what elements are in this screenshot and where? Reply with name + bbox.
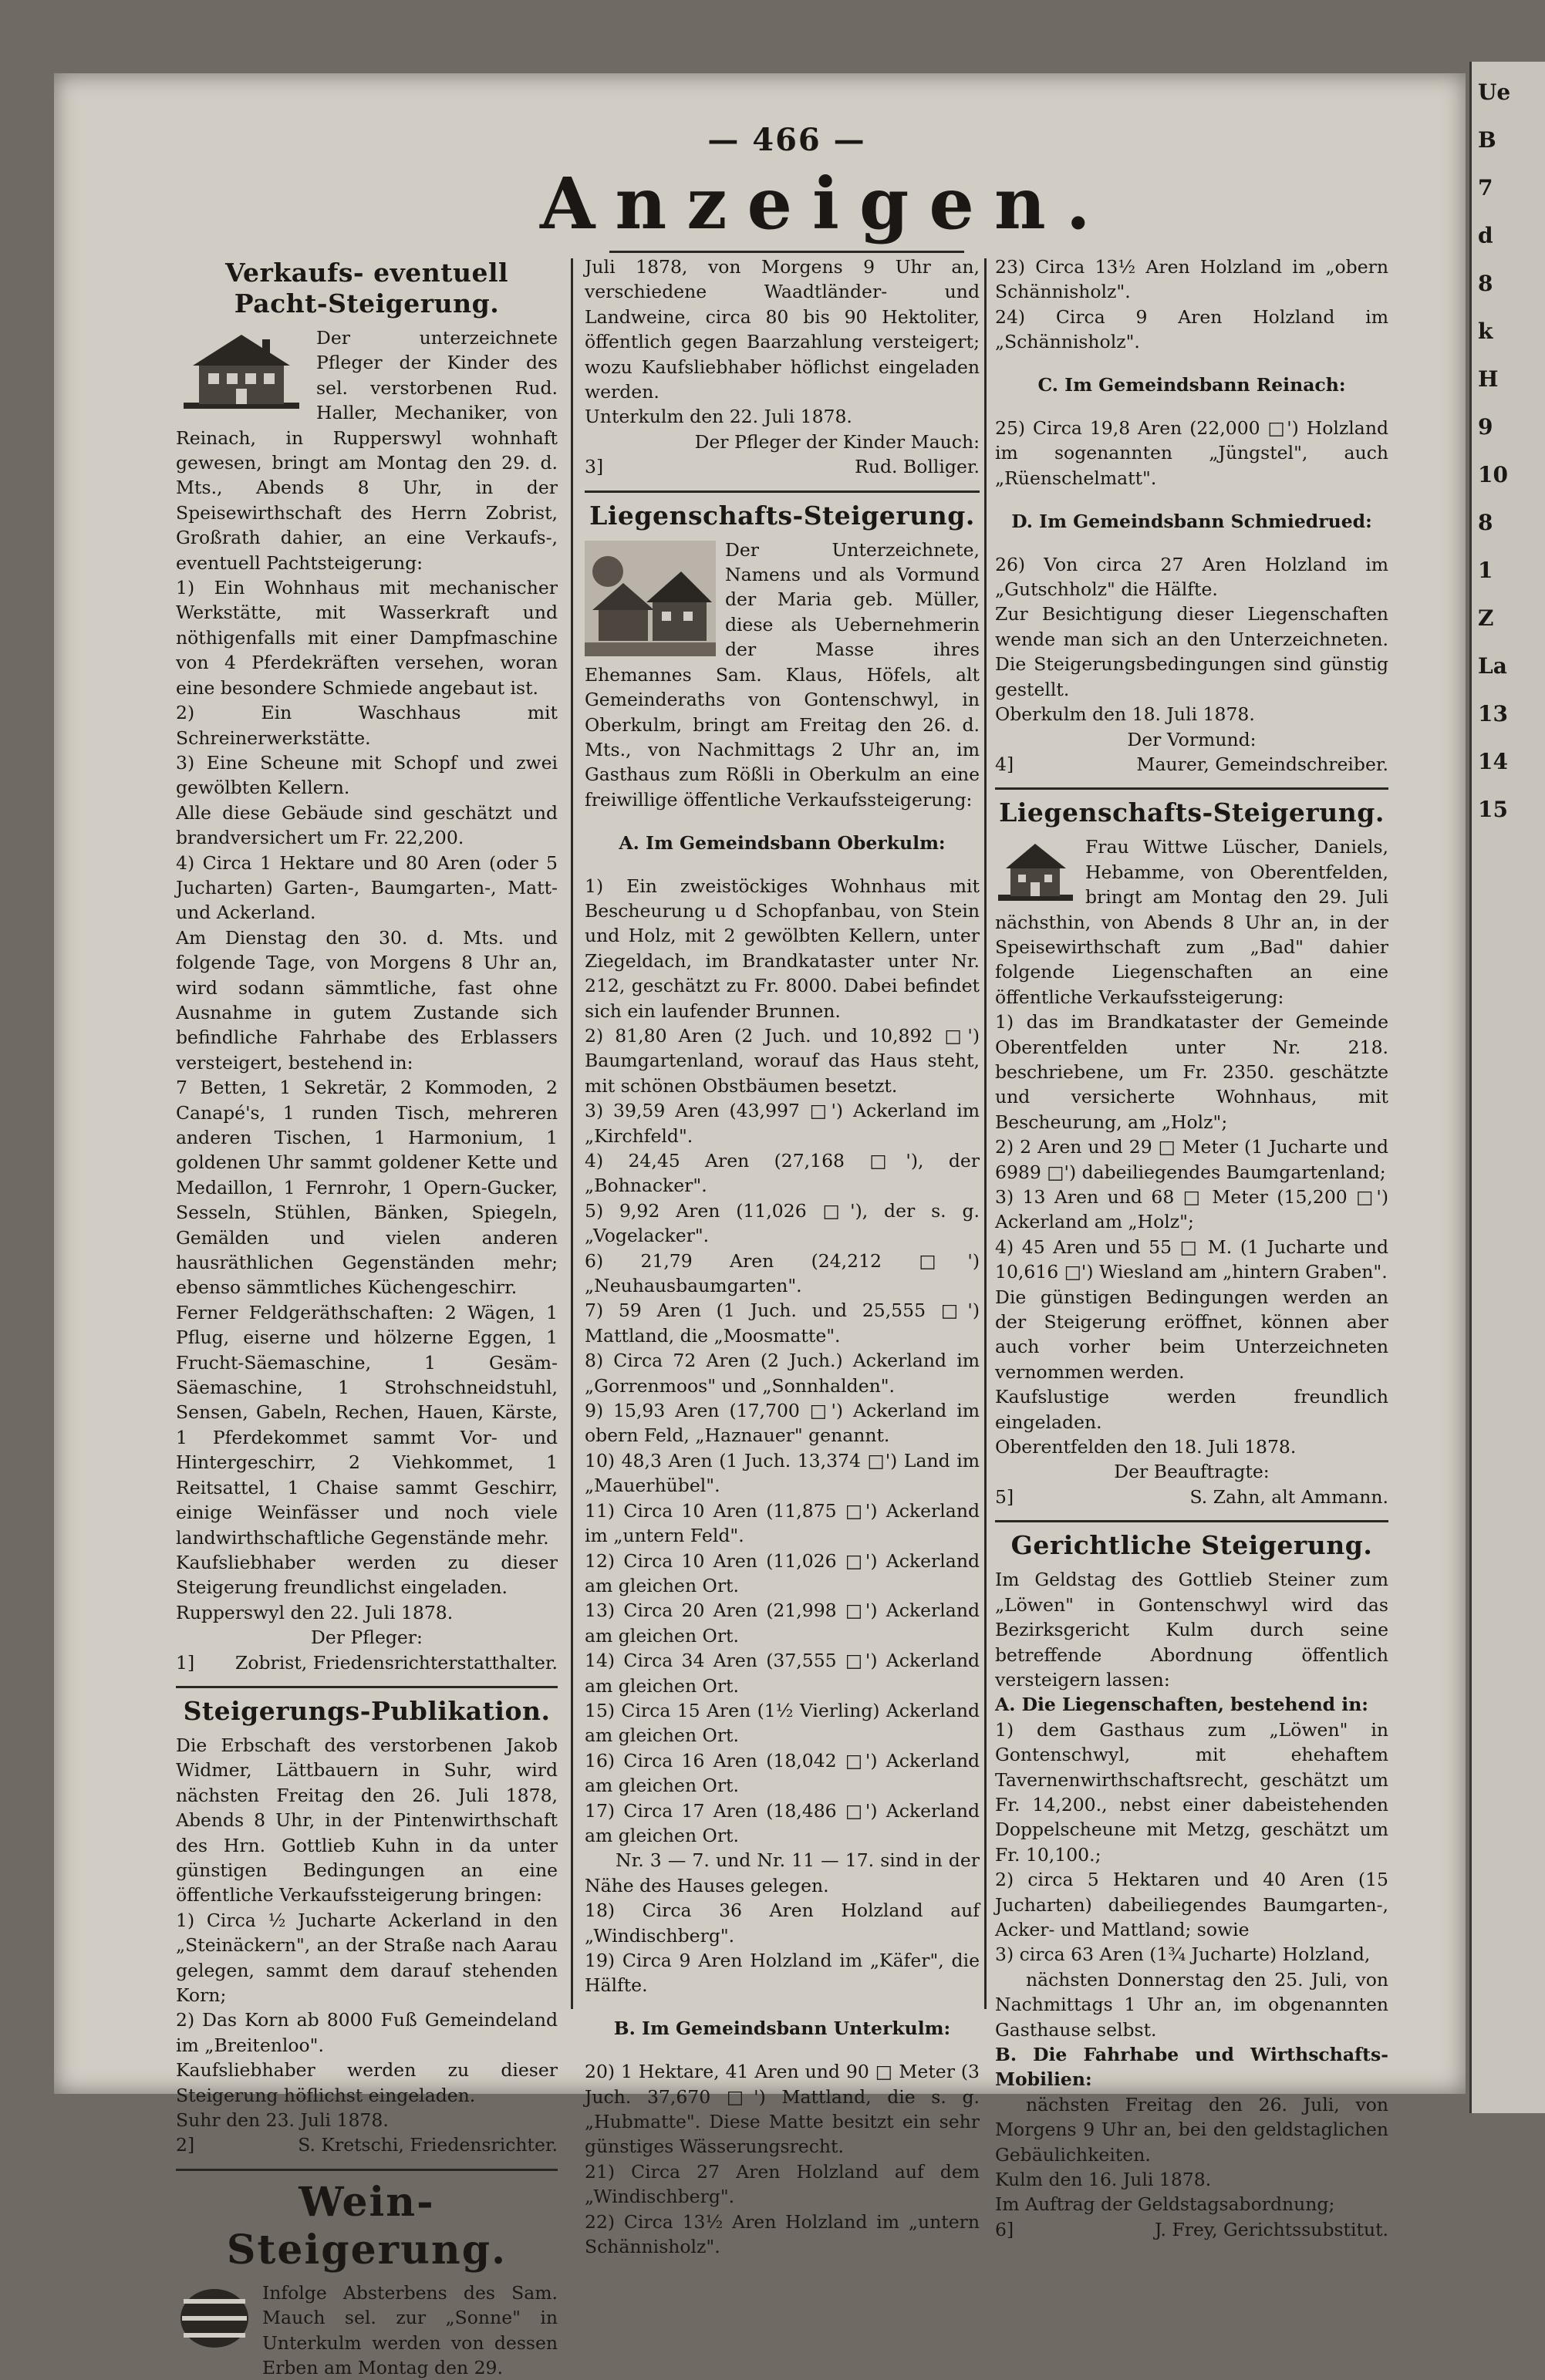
ad-steigerungs-publikation — [176, 1696, 558, 2158]
ad-item: 15) Circa 15 Aren (1½ Vierling) Ackerland am gleichen Ort. — [585, 1699, 980, 1747]
ad-valuation: Alle diese Gebäude sind geschätzt und brandversichert um Fr. 22,200. — [176, 801, 558, 849]
ad-item: 13) Circa 20 Aren (21,998 □') Ackerland am gleichen Ort. — [585, 1600, 980, 1647]
ad-time: nächsten Donnerstag den 25. Juli, von Nachmittags 1 Uhr an, im obgenannten Gasthause selbst. — [995, 1968, 1388, 2041]
ad-title: Wein-Steigerung. — [226, 2178, 508, 2274]
edge-fragment: 10 — [1478, 462, 1508, 487]
ad-item: 12) Circa 10 Aren (11,026 □') Ackerland am gleichen Ort. — [585, 1549, 980, 1596]
ad-intro: Frau Wittwe Lüscher, Daniels, Hebamme, von Oberentfelden, bringt am Montag den 29. Juli nächsthin, von Abends 8 Uhr an, in der Speisewirthschaft zum „Bad" dahier folgende Liegenschaften an eine öffentliche Verkaufssteigerung: — [995, 836, 1388, 1008]
ad-signature-row — [995, 2217, 1388, 2242]
edge-fragment: 8 — [1478, 510, 1493, 535]
edge-fragment: 8 — [1478, 271, 1493, 296]
ad-separator — [995, 1520, 1388, 1522]
ad-date: Rupperswyl den 22. Juli 1878. — [176, 1601, 454, 1623]
ad-tools: Ferner Feldgeräthschaften: 2 Wägen, 1 Pflug, eiserne und hölzerne Eggen, 1 Frucht-Säemaschine, 1 Gesäm-Säemaschine, 1 Strohschneidstuhl, Sensen, Gabeln, Rechen, Hauen, Kärste, 1 Pferdekommet sammt Vor- und Hintergeschirr, 2 Viehkommet, 1 Reitsattel, 1 Chaise sammt Geschirr, einige Weinfässer und noch viele landwirthschaftliche Gegenstände mehr. — [176, 1301, 558, 1549]
ad-text: Infolge Absterbens des Sam. Mauch sel. zur „Sonne" in Unterkulm werden von dessen Erben am Montag den 29. — [262, 2281, 558, 2379]
ad-item: 5) 9,92 Aren (11,026 □'), der s. g. „Vogelacker". — [585, 1199, 980, 1247]
ad-item: 2) 2 Aren und 29 □ Meter (1 Jucharte und 6989 □') dabeiliegendes Baumgartenland; — [995, 1136, 1388, 1183]
ad-liegenschafts-steigerung-continued — [995, 255, 1388, 777]
ad-item: 2) circa 5 Hektaren und 40 Aren (15 Jucharten) dabeiliegendes Baumgarten-, Acker- und Mattland; sowie — [995, 1869, 1388, 1940]
edge-fragment: La — [1478, 653, 1507, 679]
house-icon — [176, 329, 307, 413]
ad-liegenschafts-steigerung-oberentfelden — [995, 797, 1388, 1509]
ad-signature: S. Zahn, alt Ammann. — [1189, 1485, 1388, 1508]
ad-item: 26) Von circa 27 Aren Holzland im „Gutschholz" die Hälfte. — [995, 553, 1388, 601]
ad-intro: Im Geldstag des Gottlieb Steiner zum „Löwen" in Gontenschwyl wird das Bezirksgericht Kulm durch seine betreffende Abordnung öffentlich versteigern lassen: — [995, 1569, 1388, 1691]
ad-signature-row — [176, 1650, 558, 1675]
ad-title: Gerichtliche Steigerung. — [1010, 1530, 1373, 1561]
section-heading: C. Im Gemeindsbann Reinach: — [1037, 374, 1346, 396]
ad-note: Nr. 3 — 7. und Nr. 11 — 17. sind in der Nähe des Hauses gelegen. — [585, 1849, 980, 1896]
estate-icon — [585, 541, 716, 656]
ad-list: 7 Betten, 1 Sekretär, 2 Kommoden, 2 Canapé's, 1 runden Tisch, mehreren anderen Tischen, 1 Harmonium, 1 goldenen Uhr sammt goldener Kette und Medaillon, 1 Fernrohr, 1 Opern-Gucker, Sesseln, Stühlen, Bänken, Spiegeln, Gemälden und vielen anderen hausräthlichen Gegenständen mehr; ebenso sämmtliches Küchengeschirr. — [176, 1077, 558, 1299]
ad-date: Oberkulm den 18. Juli 1878. — [995, 703, 1255, 726]
ad-invite: Kaufsliebhaber werden zu dieser Steigerung freundlichst eingeladen. — [176, 1551, 558, 1599]
ad-date: Unterkulm den 22. Juli 1878. — [585, 406, 852, 428]
ad-title: Liegenschafts-Steigerung. — [999, 797, 1385, 828]
edge-fragment: B — [1478, 127, 1496, 153]
ad-title: Liegenschafts-Steigerung. — [589, 500, 975, 531]
adjacent-page-edge — [1469, 62, 1545, 2113]
ad-item: 7) 59 Aren (1 Juch. und 25,555 □') Mattland, die „Moosmatte". — [585, 1300, 980, 1347]
edge-fragment: Ue — [1478, 79, 1511, 105]
ad-number: 5] — [995, 1485, 1014, 1508]
ad-item: 2) Ein Waschhaus mit Schreinerwerkstätte. — [176, 702, 558, 749]
ad-item: 21) Circa 27 Aren Holzland auf dem „Windischberg". — [585, 2160, 980, 2208]
ad-gerichtliche-steigerung — [995, 1530, 1388, 2242]
ad-item: 1) Ein Wohnhaus mit mechanischer Werkstätte, mit Wasserkraft und nöthigenfalls mit einer Dampfmaschine von 4 Pferdekräften versehen, woran eine besondere Schmiede angebaut ist. — [176, 577, 558, 699]
ad-item: 3) circa 63 Aren (1¾ Jucharte) Holzland, — [995, 1943, 1371, 1966]
ad-item: 25) Circa 19,8 Aren (22,000 □') Holzland im sogenannten „Jüngstel", auch „Rüenschelmatt". — [995, 417, 1388, 489]
ad-item: 2) 81,80 Aren (2 Juch. und 10,892 □') Baumgartenland, worauf das Haus steht, mit schönen Obstbäumen besetzt. — [585, 1024, 980, 1097]
edge-fragment: 1 — [1478, 558, 1493, 583]
edge-fragment: 14 — [1478, 749, 1508, 774]
ad-item: 6) 21,79 Aren (24,212 □') „Neuhausbaumgarten". — [585, 1249, 980, 1297]
ad-signature-row — [585, 454, 980, 479]
ad-intro: Die Erbschaft des verstorbenen Jakob Widmer, Lättbauern in Suhr, wird nächsten Freitag den 26. Juli 1878, Abends 8 Uhr, in der Pintenwirthschaft des Hrn. Gottlieb Kuhn in da unter günstigen Bedingungen an eine öffentliche Verkaufssteigerung bringen: — [176, 1734, 558, 1906]
section-heading: D. Im Gemeindsbann Schmiedrued: — [1011, 510, 1372, 532]
section-heading: A. Im Gemeindsbann Oberkulm: — [619, 831, 946, 854]
ad-verkaufs-steigerung — [176, 258, 558, 1675]
ad-close: Die günstigen Bedingungen werden an der Steigerung eröffnet, können aber auch vorher beim Unterzeichneten vernommen werden. — [995, 1286, 1388, 1383]
ad-signature-row — [995, 1485, 1388, 1509]
ad-date: Oberentfelden den 18. Juli 1878. — [995, 1436, 1297, 1458]
ad-item: 16) Circa 16 Aren (18,042 □') Ackerland am gleichen Ort. — [585, 1749, 980, 1797]
column-3 — [995, 255, 1388, 2240]
ad-invite: Kaufsliebhaber werden zu dieser Steigerung höflichst eingeladen. — [176, 2059, 558, 2106]
edge-fragment: H — [1478, 366, 1499, 392]
ad-role: Der Beauftragte: — [1114, 1461, 1270, 1483]
ad-item: 2) Das Korn ab 8000 Fuß Gemeindeland im „Breitenloo". — [176, 2009, 558, 2056]
cottage-icon — [995, 838, 1076, 903]
ad-time: nächsten Freitag den 26. Juli, von Morgens 9 Uhr an, bei den geldstaglichen Gebäulichkeiten. — [995, 2093, 1388, 2166]
ad-moveables: Am Dienstag den 30. d. Mts. und folgende Tage, von Morgens 8 Uhr an, wird sodann sämmtliche, fast ohne Ausnahme in gutem Zustande sich befindliche Fahrhabe des Erblassers versteigert, bestehend in: — [176, 926, 558, 1074]
ad-wein-steigerung-continued — [585, 255, 980, 480]
section-heading: B. Die Fahrhabe und Wirthschafts-Mobilien: — [995, 2044, 1388, 2091]
ad-separator — [995, 787, 1388, 790]
column-divider — [571, 258, 573, 2009]
section-heading: A. Die Liegenschaften, bestehend in: — [995, 1694, 1368, 1716]
ad-signature: Zobrist, Friedensrichterstatthalter. — [235, 1651, 558, 1674]
masthead-rule — [609, 251, 964, 253]
ad-number: 1] — [176, 1651, 195, 1674]
column-divider — [984, 258, 987, 2009]
ad-item: 4) 45 Aren und 55 □ M. (1 Jucharte und 10,616 □') Wiesland am „hintern Graben". — [995, 1236, 1388, 1283]
ad-liegenschafts-steigerung-oberkulm — [585, 501, 980, 2260]
ad-signature: S. Kretschi, Friedensrichter. — [298, 2134, 558, 2156]
ad-title: Steigerungs-Publikation. — [183, 1695, 551, 1726]
ad-item: 3) 39,59 Aren (43,997 □') Ackerland im „Kirchfeld". — [585, 1100, 980, 1147]
column-1 — [176, 255, 558, 2379]
ad-separator — [176, 1686, 558, 1688]
ad-number: 3] — [585, 456, 604, 478]
ad-role: Der Pfleger der Kinder Mauch: — [694, 430, 980, 453]
ad-number: 6] — [995, 2218, 1014, 2240]
ad-text: Juli 1878, von Morgens 9 Uhr an, verschiedene Waadtländer- und Landweine, circa 80 bis 90 Hektoliter, öffentlich gegen Baarzahlung versteigert; wozu Kaufsliebhaber höflichst eingeladen werden. — [585, 256, 980, 403]
ad-item: 1) das im Brandkataster der Gemeinde Oberentfelden unter Nr. 218. beschriebene, um Fr. 2350. geschätzte und versicherte Wohnhaus, mit Bescheurung, am „Holz"; — [995, 1011, 1388, 1133]
edge-fragment: 15 — [1478, 797, 1508, 822]
ad-item: 17) Circa 17 Aren (18,486 □') Ackerland am gleichen Ort. — [585, 1799, 980, 1846]
ad-signature: Maurer, Gemeindschreiber. — [1136, 753, 1388, 775]
ad-signature: Rud. Bolliger. — [855, 456, 980, 478]
ad-item: 4) 24,45 Aren (27,168 □'), der „Bohnacker". — [585, 1150, 980, 1197]
ad-date: Kulm den 16. Juli 1878. — [995, 2169, 1212, 2191]
ad-intro: Der unterzeichnete Pfleger der Kinder des sel. verstorbenen Rud. Haller, Mechaniker, von Reinach, in Rupperswyl wohnhaft gewesen, bringt am Montag den 29. d. Mts., Abends 8 Uhr, in der Speisewirthschaft des Herrn Zobrist, Großrath dahier, an eine Verkaufs-, eventuell Pachtsteigerung: — [176, 327, 558, 574]
ad-role: Der Pfleger: — [311, 1627, 423, 1649]
edge-fragment: Z — [1478, 605, 1494, 631]
ad-item: 1) Circa ½ Jucharte Ackerland in den „Steinäckern", an der Straße nach Aarau gelegen, sammt dem darauf stehenden Korn; — [176, 1909, 558, 2006]
ad-item: 4) Circa 1 Hektare und 80 Aren (oder 5 Jucharten) Garten-, Baumgarten-, Matt- und Ackerland. — [176, 851, 558, 924]
ad-separator — [585, 490, 980, 493]
ad-item: 3) Eine Scheune mit Schopf und zwei gewölbten Kellern. — [176, 751, 558, 799]
ad-item: 20) 1 Hektare, 41 Aren und 90 □ Meter (3 Juch. 37,670 □') Mattland, die s. g. „Hubmatte". Diese Matte besitzt ein sehr günstiges Wässerungsrecht. — [585, 2061, 980, 2158]
ad-signature-row — [995, 752, 1388, 777]
ad-item: 1) Ein zweistöckiges Wohnhaus mit Bescheurung u d Schopfanbau, von Stein und Holz, mit 2 gewölbten Kellern, unter Ziegeldach, im Brandkataster unter Nr. 212, geschätzt zu Fr. 8000. Dabei befindet sich ein laufender Brunnen. — [585, 875, 980, 1022]
ad-item: 24) Circa 9 Aren Holzland im „Schännisholz". — [995, 305, 1388, 353]
page-number: — 466 — — [707, 122, 866, 158]
edge-fragment: 7 — [1478, 175, 1493, 201]
ad-item: 1) dem Gasthaus zum „Löwen" in Gontenschwyl, mit ehehaftem Tavernenwirthschaftsrecht, geschätzt um Fr. 14,200., nebst einer dabeistehenden Doppelscheune mit Metzg, geschätzt um Fr. 10,100.; — [995, 1718, 1388, 1866]
ad-intro: Der Unterzeichnete, Namens und als Vormund der Maria geb. Müller, diese als Uebernehmerin der Masse ihres Ehemannes Sam. Klaus, Höfels, alt Gemeinderaths von Gontenschwyl, in Oberkulm, bringt am Freitag den 26. d. Mts., von Nachmittags 2 Uhr an, im Gasthaus zum Rößli in Oberkulm an eine freiwillige öffentliche Verkaufssteigerung: — [585, 538, 980, 811]
ad-wein-steigerung — [176, 2179, 558, 2380]
ad-item: 14) Circa 34 Aren (37,555 □') Ackerland am gleichen Ort. — [585, 1650, 980, 1697]
ad-separator — [176, 2169, 558, 2171]
ad-invite: Kaufslustige werden freundlich eingeladen. — [995, 1386, 1388, 1433]
ad-date: Suhr den 23. Juli 1878. — [176, 2109, 389, 2132]
ad-signature: J. Frey, Gerichtssubstitut. — [1154, 2218, 1388, 2240]
ad-item: 22) Circa 13½ Aren Holzland im „untern Schännisholz". — [585, 2210, 980, 2258]
ad-item: 19) Circa 9 Aren Holzland im „Käfer", die Hälfte. — [585, 1950, 980, 1997]
masthead-title: Anzeigen. — [540, 162, 1111, 245]
ad-item: 8) Circa 72 Aren (2 Juch.) Ackerland im „Gorrenmoos" und „Sonnhalden". — [585, 1350, 980, 1397]
section-heading: B. Im Gemeindsbann Unterkulm: — [613, 2018, 951, 2040]
ad-order: Im Auftrag der Geldstagsabordnung; — [995, 2193, 1335, 2216]
edge-fragment: d — [1478, 223, 1493, 248]
ad-item: 9) 15,93 Aren (17,700 □') Ackerland im obern Feld, „Haznauer" genannt. — [585, 1400, 980, 1447]
barrel-icon — [176, 2284, 253, 2353]
ad-signature-row — [176, 2132, 558, 2157]
ad-number: 2] — [176, 2134, 195, 2156]
ad-item: 10) 48,3 Aren (1 Juch. 13,374 □') Land im „Mauerhübel". — [585, 1449, 980, 1497]
column-2 — [585, 255, 980, 2258]
ad-title: Verkaufs- eventuell Pacht-Steigerung. — [224, 258, 509, 319]
ad-number: 4] — [995, 753, 1014, 775]
edge-fragment: 13 — [1478, 701, 1508, 726]
edge-fragment: k — [1478, 319, 1493, 344]
ad-item: 11) Circa 10 Aren (11,875 □') Ackerland im „untern Feld". — [585, 1499, 980, 1547]
ad-item: 3) 13 Aren und 68 □ Meter (15,200 □') Ackerland am „Holz"; — [995, 1186, 1388, 1233]
ad-role: Der Vormund: — [1127, 728, 1257, 750]
ad-item: 23) Circa 13½ Aren Holzland im „obern Schännisholz". — [995, 256, 1388, 303]
edge-fragment: 9 — [1478, 414, 1493, 440]
ad-item: 18) Circa 36 Aren Holzland auf „Windischberg". — [585, 1900, 980, 1947]
ad-close: Zur Besichtigung dieser Liegenschaften wende man sich an den Unterzeichneten. Die Steigerungsbedingungen sind günstig gestellt. — [995, 603, 1388, 700]
